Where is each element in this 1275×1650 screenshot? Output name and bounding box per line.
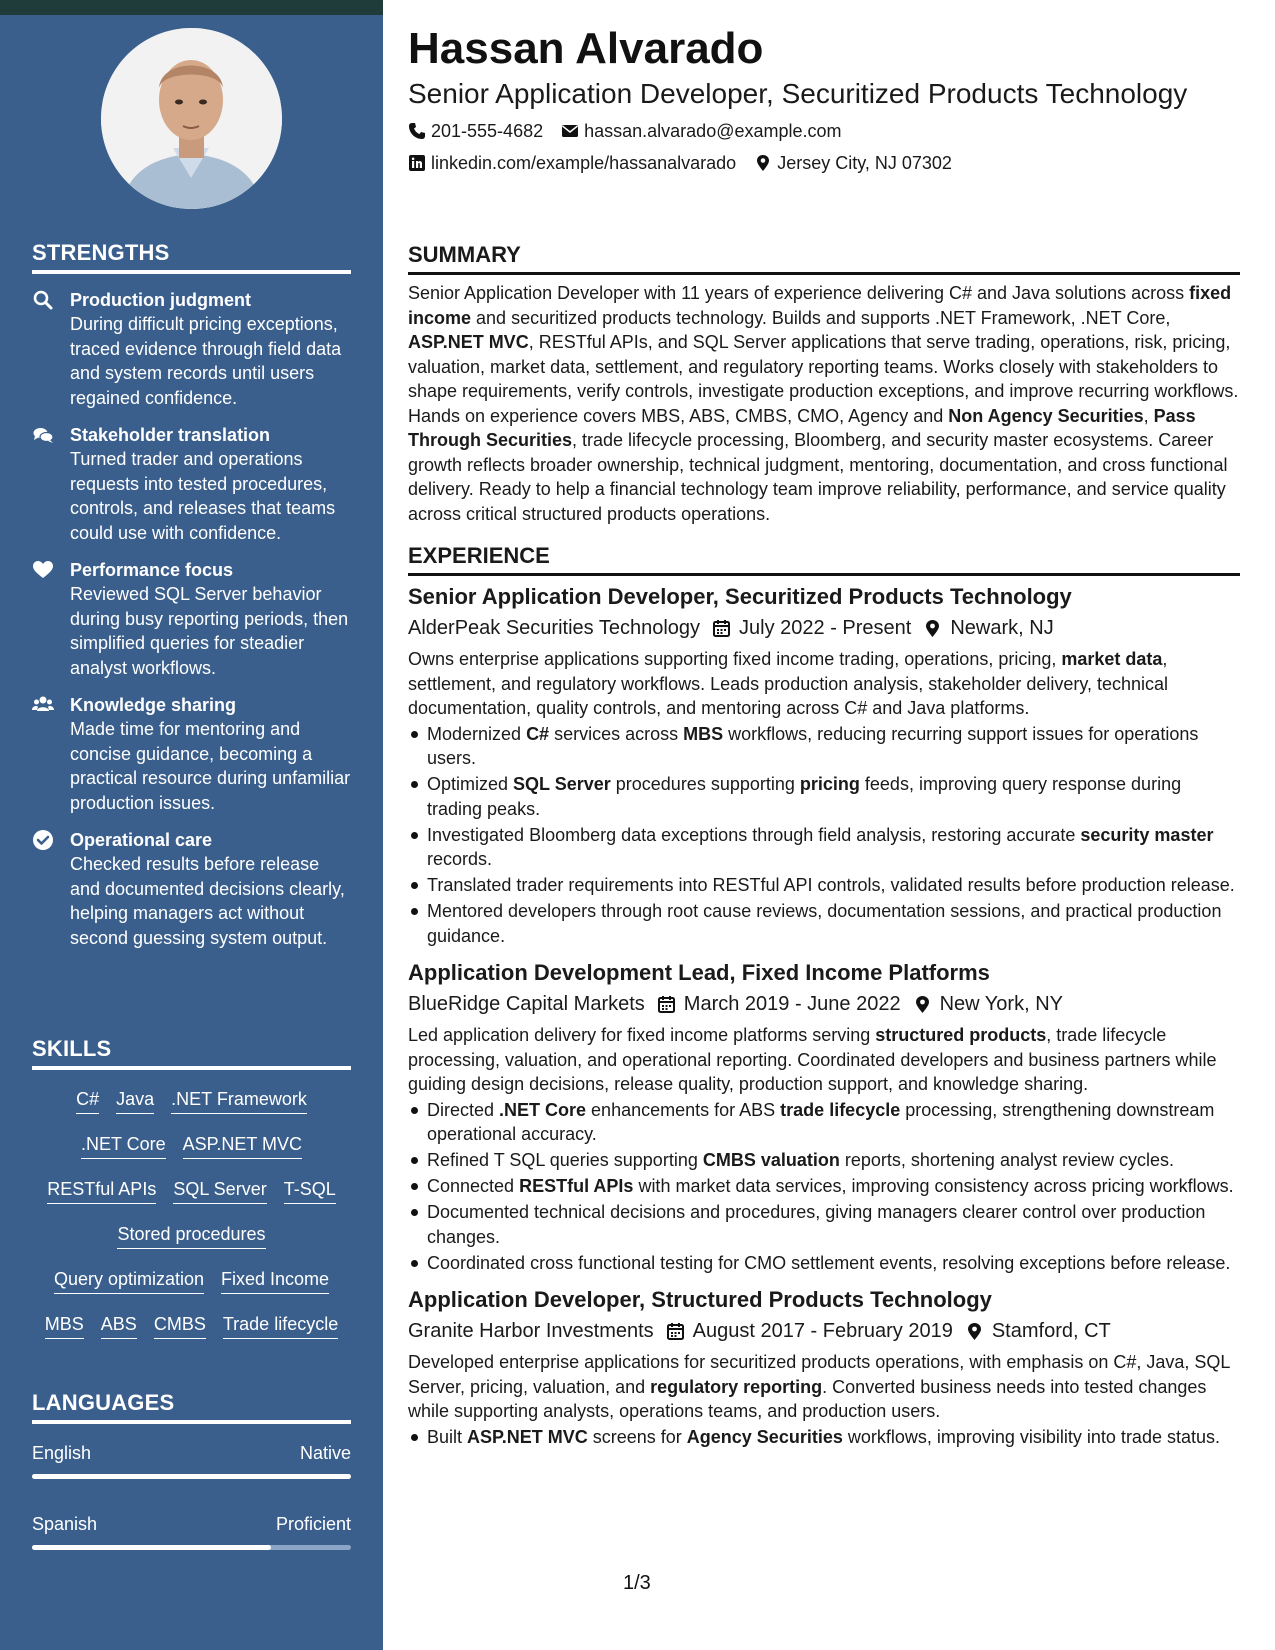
phone-contact bbox=[408, 119, 543, 143]
map-pin-icon bbox=[923, 619, 942, 638]
skills-heading: SKILLS bbox=[32, 1036, 351, 1070]
job-bullet: Modernized C# services across MBS workflows, reducing recurring support issues for operations users. bbox=[408, 722, 1240, 771]
job-entry bbox=[408, 582, 1240, 948]
language-level: Native bbox=[299, 1443, 351, 1463]
language-item bbox=[32, 1442, 351, 1479]
location-text: Jersey City, NJ 07302 bbox=[777, 153, 952, 173]
language-bar bbox=[32, 1545, 351, 1550]
avatar bbox=[101, 28, 282, 209]
strength-description: Turned trader and operations requests into tested procedures, controls, and releases that teams could use with confidence. bbox=[70, 449, 336, 543]
skill-chip: ASP.NET MVC bbox=[183, 1133, 302, 1159]
map-pin-icon bbox=[754, 154, 772, 172]
strength-item bbox=[32, 828, 351, 950]
job-title: Application Development Lead, Fixed Income Platforms bbox=[408, 960, 990, 985]
strength-title: Stakeholder translation bbox=[70, 425, 271, 445]
heart-icon bbox=[32, 559, 54, 581]
job-company: Granite Harbor Investments bbox=[408, 1320, 654, 1342]
strength-item bbox=[32, 558, 351, 680]
skill-row bbox=[32, 1268, 351, 1313]
location-contact bbox=[754, 151, 952, 175]
map-pin-icon bbox=[965, 1322, 984, 1341]
skill-row bbox=[32, 1223, 351, 1268]
languages-section bbox=[32, 1390, 351, 1584]
job-bullet: Mentored developers through root cause reviews, documentation sessions, and practical production guidance. bbox=[408, 899, 1240, 948]
job-location: Stamford, CT bbox=[991, 1320, 1111, 1342]
language-item bbox=[32, 1513, 351, 1550]
skill-chip: C# bbox=[76, 1088, 99, 1114]
job-company: BlueRidge Capital Markets bbox=[408, 993, 645, 1015]
strength-item bbox=[32, 288, 351, 410]
job-bullet: Refined T SQL queries supporting CMBS valuation reports, shortening analyst review cycles. bbox=[408, 1148, 1240, 1173]
job-entry bbox=[408, 1285, 1240, 1449]
job-bullets bbox=[408, 1098, 1240, 1276]
job-dates: August 2017 - February 2019 bbox=[692, 1320, 953, 1342]
job-meta bbox=[408, 1316, 1240, 1346]
job-bullet: Directed .NET Core enhancements for ABS trade lifecycle processing, strengthening downstream operational accuracy. bbox=[408, 1098, 1240, 1147]
job-bullet: Built ASP.NET MVC screens for Agency Securities workflows, improving visibility into trade status. bbox=[408, 1425, 1240, 1450]
strength-title: Operational care bbox=[70, 830, 213, 850]
skill-chip: Query optimization bbox=[54, 1268, 204, 1294]
search-icon bbox=[32, 289, 54, 311]
skill-chip: T-SQL bbox=[284, 1178, 336, 1204]
sidebar-top-strip bbox=[0, 0, 383, 15]
strength-description: Made time for mentoring and concise guidance, becoming a practical resource during unfamiliar production issues. bbox=[70, 719, 351, 813]
language-name: Spanish bbox=[32, 1514, 98, 1534]
chat-icon bbox=[32, 424, 54, 446]
job-bullets bbox=[408, 722, 1240, 949]
job-company: AlderPeak Securities Technology bbox=[408, 617, 701, 639]
job-bullet: Optimized SQL Server procedures supporting pricing feeds, improving query response during trading peaks. bbox=[408, 772, 1240, 821]
job-bullet: Investigated Bloomberg data exceptions through field analysis, restoring accurate security master records. bbox=[408, 823, 1240, 872]
calendar-icon bbox=[712, 619, 731, 638]
phone-number: 201-555-4682 bbox=[431, 121, 544, 141]
contact-row bbox=[408, 151, 1240, 175]
candidate-headline: Senior Application Developer, Securitized Products Technology bbox=[408, 78, 1188, 109]
job-bullet: Coordinated cross functional testing for CMO settlement events, resolving exceptions before release. bbox=[408, 1251, 1240, 1276]
candidate-name: Hassan Alvarado bbox=[408, 24, 764, 73]
skill-chip: Stored procedures bbox=[117, 1223, 265, 1249]
languages-heading: LANGUAGES bbox=[32, 1390, 351, 1424]
language-bar-fill bbox=[32, 1474, 351, 1479]
job-dates: July 2022 - Present bbox=[739, 617, 912, 639]
skill-row bbox=[32, 1133, 351, 1178]
check-circle-icon bbox=[32, 829, 54, 851]
page-number: 1/3 bbox=[623, 1572, 651, 1594]
skill-chip: RESTful APIs bbox=[47, 1178, 156, 1204]
job-entry bbox=[408, 958, 1240, 1275]
envelope-icon bbox=[561, 122, 579, 140]
job-title: Senior Application Developer, Securitized Products Technology bbox=[408, 584, 1072, 609]
language-bar-fill bbox=[32, 1545, 271, 1550]
skill-row bbox=[32, 1178, 351, 1223]
job-location: Newark, NJ bbox=[950, 617, 1054, 639]
skills-section bbox=[32, 1036, 351, 1358]
language-name: English bbox=[32, 1443, 92, 1463]
skill-row bbox=[32, 1313, 351, 1358]
strengths-section bbox=[32, 240, 351, 963]
map-pin-icon bbox=[913, 995, 932, 1014]
job-bullet: Connected RESTful APIs with market data services, improving consistency across pricing workflows. bbox=[408, 1174, 1240, 1199]
calendar-icon bbox=[657, 995, 676, 1014]
strength-item bbox=[32, 693, 351, 815]
skill-chip: ABS bbox=[101, 1313, 137, 1339]
strength-title: Performance focus bbox=[70, 560, 234, 580]
language-bar bbox=[32, 1474, 351, 1479]
summary-text: Senior Application Developer with 11 years of experience delivering C# and Java solutions across fixed income and securitized products technology. Builds and supports .NET Framework, .NET Core, ASP.NET MVC, RESTful APIs, and SQL Server applications that serve trading, operations, risk, pricing, valuation, market data, settlement, and regulatory reporting teams. Works closely with stakeholders to shape requirements, verify controls, investigate production exceptions, and improve recurring workflows. Hands on experience covers MBS, ABS, CMBS, CMO, Agency and Non Agency Securities, Pass Through Securities, trade lifecycle processing, Bloomberg, and security master ecosystems. Career growth reflects broader ownership, technical judgment, mentoring, documentation, and cross functional delivery. Ready to help a financial technology team improve reliability, performance, and service quality across critical structured products operations. bbox=[408, 283, 1239, 524]
strength-title: Knowledge sharing bbox=[70, 695, 237, 715]
skill-chip: Trade lifecycle bbox=[223, 1313, 338, 1339]
sidebar bbox=[0, 0, 383, 1650]
job-summary: Led application delivery for fixed income platforms serving structured products, trade lifecycle processing, valuation, and operational reporting. Coordinated developers and business partners while guiding design decisions, release quality, production support, and knowledge sharing. bbox=[408, 1025, 1217, 1094]
job-bullet: Translated trader requirements into RESTful API controls, validated results before production release. bbox=[408, 873, 1240, 898]
strength-description: Checked results before release and documented decisions clearly, helping managers act without second guessing system output. bbox=[70, 854, 345, 948]
strength-description: During difficult pricing exceptions, traced evidence through field data and system records until users regained confidence. bbox=[70, 314, 342, 408]
skill-chip: Java bbox=[116, 1088, 154, 1114]
summary-section bbox=[408, 241, 1240, 526]
calendar-icon bbox=[666, 1322, 685, 1341]
job-summary: Owns enterprise applications supporting fixed income trading, operations, pricing, market data, settlement, and regulatory workflows. Leads production analysis, stakeholder delivery, technical documentation, quality controls, and mentoring across C# and Java platforms. bbox=[408, 649, 1169, 718]
users-icon bbox=[32, 694, 54, 716]
linkedin-icon bbox=[408, 154, 426, 172]
phone-icon bbox=[408, 122, 426, 140]
skill-row bbox=[32, 1088, 351, 1133]
email-contact bbox=[561, 119, 841, 143]
contact-row bbox=[408, 119, 1240, 143]
experience-heading: EXPERIENCE bbox=[408, 542, 1240, 576]
skill-chip: Fixed Income bbox=[221, 1268, 329, 1294]
skill-chip: .NET Core bbox=[81, 1133, 166, 1159]
job-dates: March 2019 - June 2022 bbox=[683, 993, 901, 1015]
strength-title: Production judgment bbox=[70, 290, 251, 310]
strength-description: Reviewed SQL Server behavior during busy reporting periods, then simplified queries for steadier analyst workflows. bbox=[70, 584, 349, 678]
job-location: New York, NY bbox=[939, 993, 1063, 1015]
job-meta bbox=[408, 989, 1240, 1019]
linkedin-contact bbox=[408, 151, 736, 175]
strengths-heading: STRENGTHS bbox=[32, 240, 351, 274]
email-address[interactable]: hassan.alvarado@example.com bbox=[584, 121, 842, 141]
job-summary: Developed enterprise applications for securitized products operations, with emphasis on C#, Java, SQL Server, pricing, valuation, and regulatory reporting. Converted business needs into tested changes while supporting analysts, operations teams, and production users. bbox=[408, 1352, 1230, 1421]
experience-section bbox=[408, 542, 1240, 1451]
job-bullet: Documented technical decisions and procedures, giving managers clearer control over production changes. bbox=[408, 1200, 1240, 1249]
job-meta bbox=[408, 613, 1240, 643]
strength-item bbox=[32, 423, 351, 545]
language-level: Proficient bbox=[275, 1514, 351, 1534]
linkedin-url[interactable]: linkedin.com/example/hassanalvarado bbox=[431, 153, 737, 173]
skill-chip: .NET Framework bbox=[171, 1088, 307, 1114]
header bbox=[408, 22, 1240, 175]
summary-heading: SUMMARY bbox=[408, 241, 1240, 275]
job-bullets bbox=[408, 1425, 1240, 1450]
job-list bbox=[408, 582, 1240, 1449]
skills-list bbox=[32, 1088, 351, 1358]
skill-chip: SQL Server bbox=[173, 1178, 266, 1204]
skill-chip: CMBS bbox=[154, 1313, 206, 1339]
job-title: Application Developer, Structured Products Technology bbox=[408, 1287, 992, 1312]
skill-chip: MBS bbox=[45, 1313, 84, 1339]
